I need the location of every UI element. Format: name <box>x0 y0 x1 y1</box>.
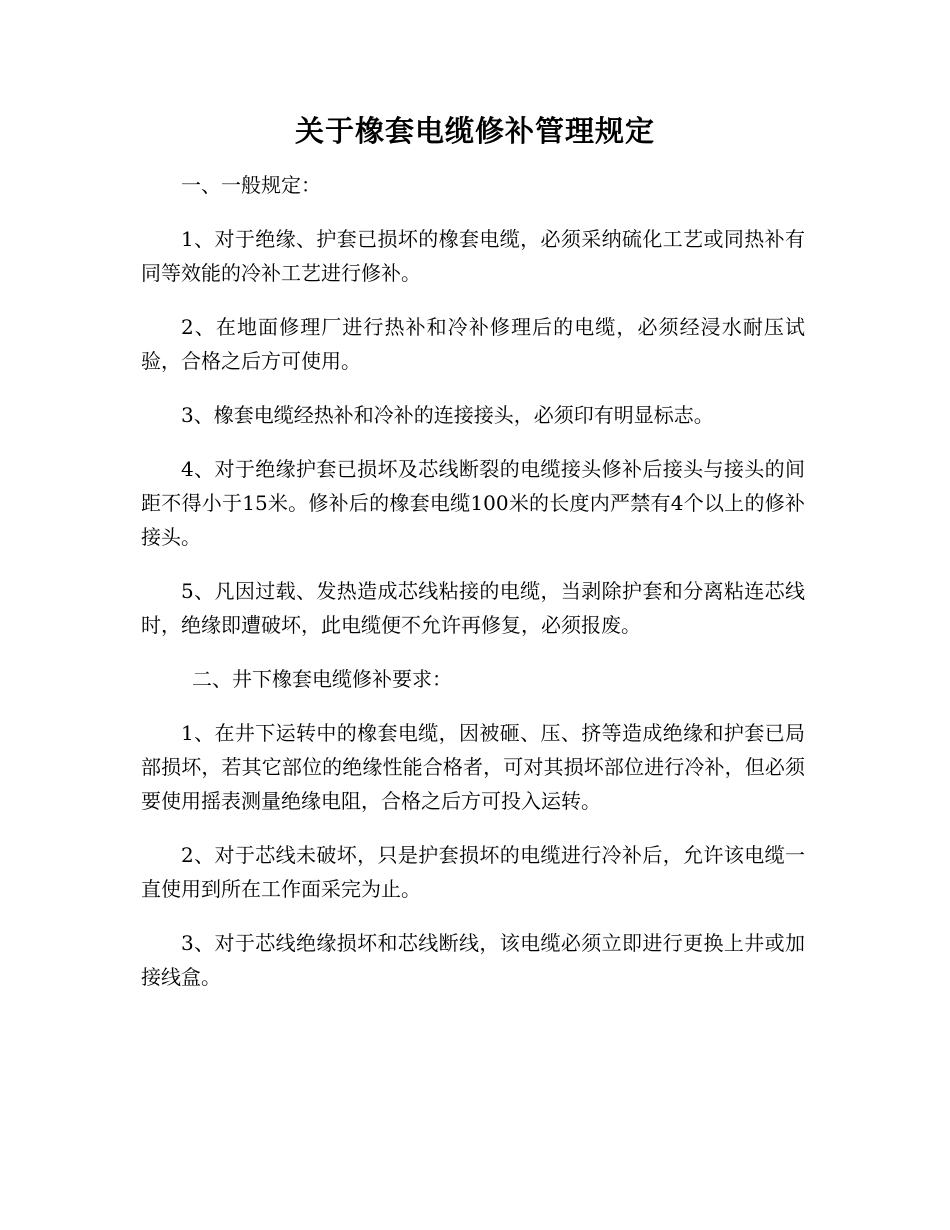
paragraph: 2、对于芯线未破坏，只是护套损坏的电缆进行冷补后，允许该电缆一直使用到所在工作面采完为止。 <box>141 843 805 901</box>
paragraph: 3、橡套电缆经热补和冷补的连接接头，必须印有明显标志。 <box>181 403 714 427</box>
document-body <box>141 168 805 1014</box>
paragraph: 1、对于绝缘、护套已损坏的橡套电缆，必须采纳硫化工艺或同热补有同等效能的冷补工艺进行修补。 <box>141 227 805 285</box>
paragraph: 5、凡因过载、发热造成芯线粘接的电缆，当剥除护套和分离粘连芯线时，绝缘即遭破坏，此电缆便不允许再修复，必须报废。 <box>141 579 805 637</box>
paragraph: 3、对于芯线绝缘损坏和芯线断线，该电缆必须立即进行更换上井或加接线盒。 <box>141 931 805 989</box>
paragraph: 2、在地面修理厂进行热补和冷补修理后的电缆，必须经浸水耐压试验，合格之后方可使用。 <box>141 315 805 373</box>
section-heading-underground: 二、井下橡套电缆修补要求： <box>192 667 452 691</box>
section-heading-general: 一、一般规定： <box>181 173 321 197</box>
paragraph: 4、对于绝缘护套已损坏及芯线断裂的电缆接头修补后接头与接头的间距不得小于15米。修补后的橡套电缆100米的长度内严禁有4个以上的修补接头。 <box>141 457 805 549</box>
document-title: 关于橡套电缆修补管理规定 <box>294 114 655 148</box>
paragraph: 1、在井下运转中的橡套电缆，因被砸、压、挤等造成绝缘和护套已局部损坏，若其它部位的绝缘性能合格者，可对其损坏部位进行冷补，但必须要使用摇表测量绝缘电阻，合格之后方可投入运转。 <box>141 721 805 813</box>
